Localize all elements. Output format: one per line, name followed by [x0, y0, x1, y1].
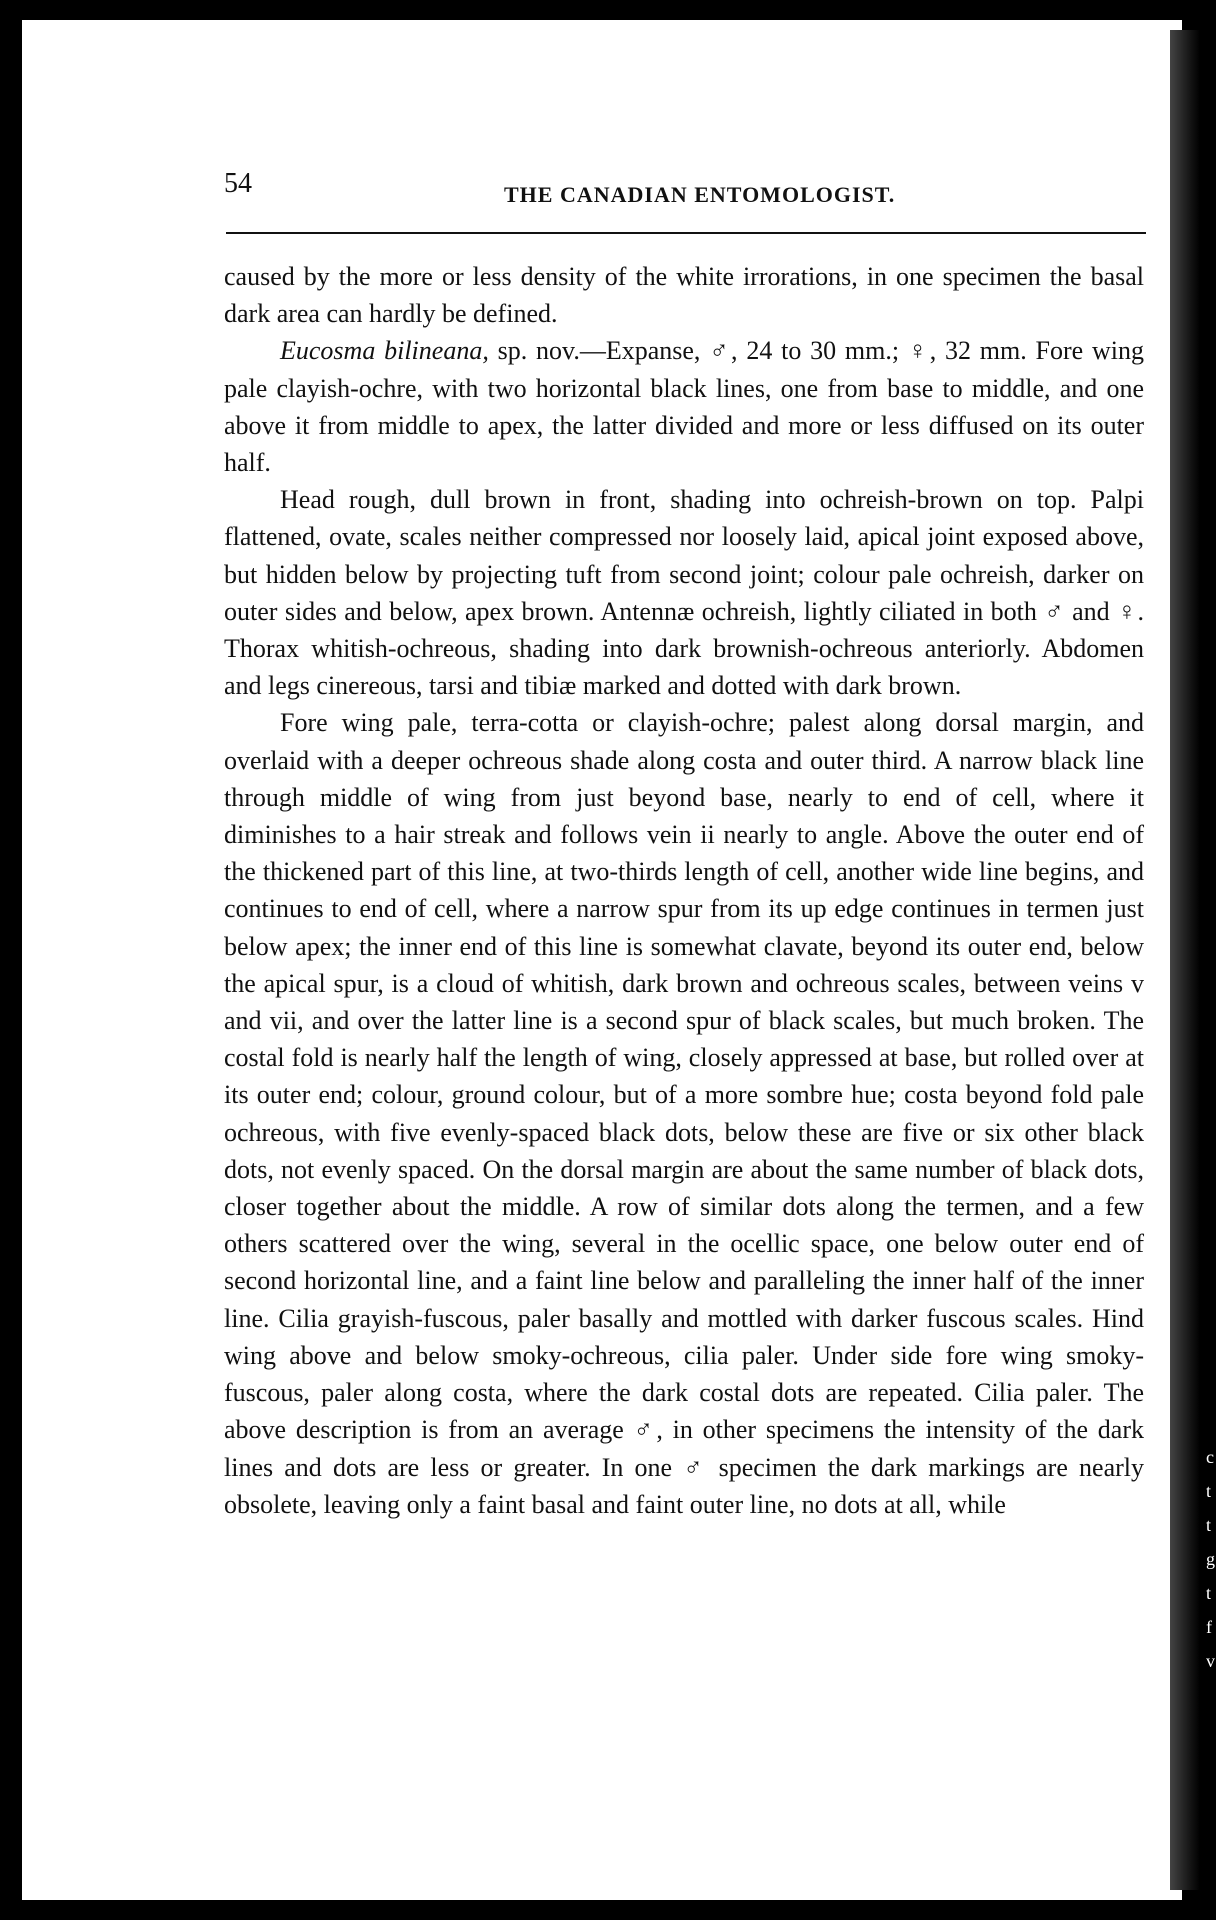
- species-name: Eucosma bilineana,: [280, 336, 489, 366]
- species-diagnosis: sp. nov.—Expanse, ♂, 24 to 30 mm.; ♀, 32 mm. Fore wing pale clayish-ochre, with two horizontal black lines, one from base to middle, and one above it from middle to apex, the latter divided and more or less diffused on its outer half.: [224, 336, 1144, 478]
- paragraph-wing-description: Fore wing pale, terra-cotta or clayish-ochre; palest along dorsal margin, and overlaid with a deeper ochreous shade along costa and outer third. A narrow black line through middle of wing from just beyond base, nearly to end of cell, where it diminishes to a hair streak and follows vein ii nearly to angle. Above the outer end of the thickened part of this line, at two-thirds length of cell, another wide line begins, and continues to end of cell, where a narrow spur from its up edge continues in termen just below apex; the inner end of this line is somewhat clavate, beyond its outer end, below the apical spur, is a cloud of whitish, dark brown and ochreous scales, between veins v and vii, and over the latter line is a second spur of black scales, but much broken. The costal fold is nearly half the length of wing, closely appressed at base, but rolled over at its outer end; colour, ground colour, but of a more sombre hue; costa beyond fold pale ochreous, with five evenly-spaced black dots, below these are five or six other black dots, not evenly spaced. On the dorsal margin are about the same number of black dots, closer together about the middle. A row of similar dots along the termen, and a few others scattered over the wing, several in the ocellic space, one below outer end of second horizontal line, and a faint line below and paralleling the inner half of the inner line. Cilia grayish-fuscous, paler basally and mottled with darker fuscous scales. Hind wing above and below smoky-ochreous, cilia paler. Under side fore wing smoky-fuscous, paler along costa, where the dark costal dots are repeated. Cilia paler. The above description is from an average ♂, in other specimens the intensity of the dark lines and dots are less or greater. In one ♂ specimen the dark markings are nearly obsolete, leaving only a faint basal and faint outer line, no dots at all, while: [224, 708, 1144, 1519]
- paragraph-head-description: Head rough, dull brown in front, shading into ochreish-brown on top. Palpi flattened, ovate, scales neither compressed nor loosely laid, apical joint exposed above, but hidden below by projecting tuft from second joint; colour pale ochreish, darker on outer sides and below, apex brown. Antennæ ochreish, lightly ciliated in both ♂ and ♀. Thorax whitish-ochreous, shading into dark brownish-ochreous anteriorly. Abdomen and legs cinereous, tarsi and tibiæ marked and dotted with dark brown.: [224, 485, 1144, 701]
- gutter-letter: v: [1206, 1651, 1215, 1671]
- facing-page-letters: [1206, 1440, 1216, 1678]
- body-text: [224, 258, 1144, 1523]
- gutter-letter: f: [1206, 1617, 1212, 1637]
- gutter-letter: t: [1206, 1583, 1212, 1603]
- gutter-letter: c: [1206, 1447, 1214, 1467]
- gutter-letter: t: [1206, 1481, 1212, 1501]
- paragraph-species-description: [224, 332, 1144, 481]
- gutter-letter: g: [1206, 1549, 1215, 1569]
- running-head: THE CANADIAN ENTOMOLOGIST.: [504, 182, 896, 207]
- facing-page-edge: [1170, 30, 1200, 1890]
- header-rule: [226, 232, 1146, 234]
- page-header: [224, 168, 1138, 210]
- gutter-letter: t: [1206, 1515, 1212, 1535]
- page-number: 54: [224, 168, 252, 199]
- paragraph-continuation: caused by the more or less density of the white irrorations, in one specimen the basal dark area can hardly be defined.: [224, 262, 1144, 329]
